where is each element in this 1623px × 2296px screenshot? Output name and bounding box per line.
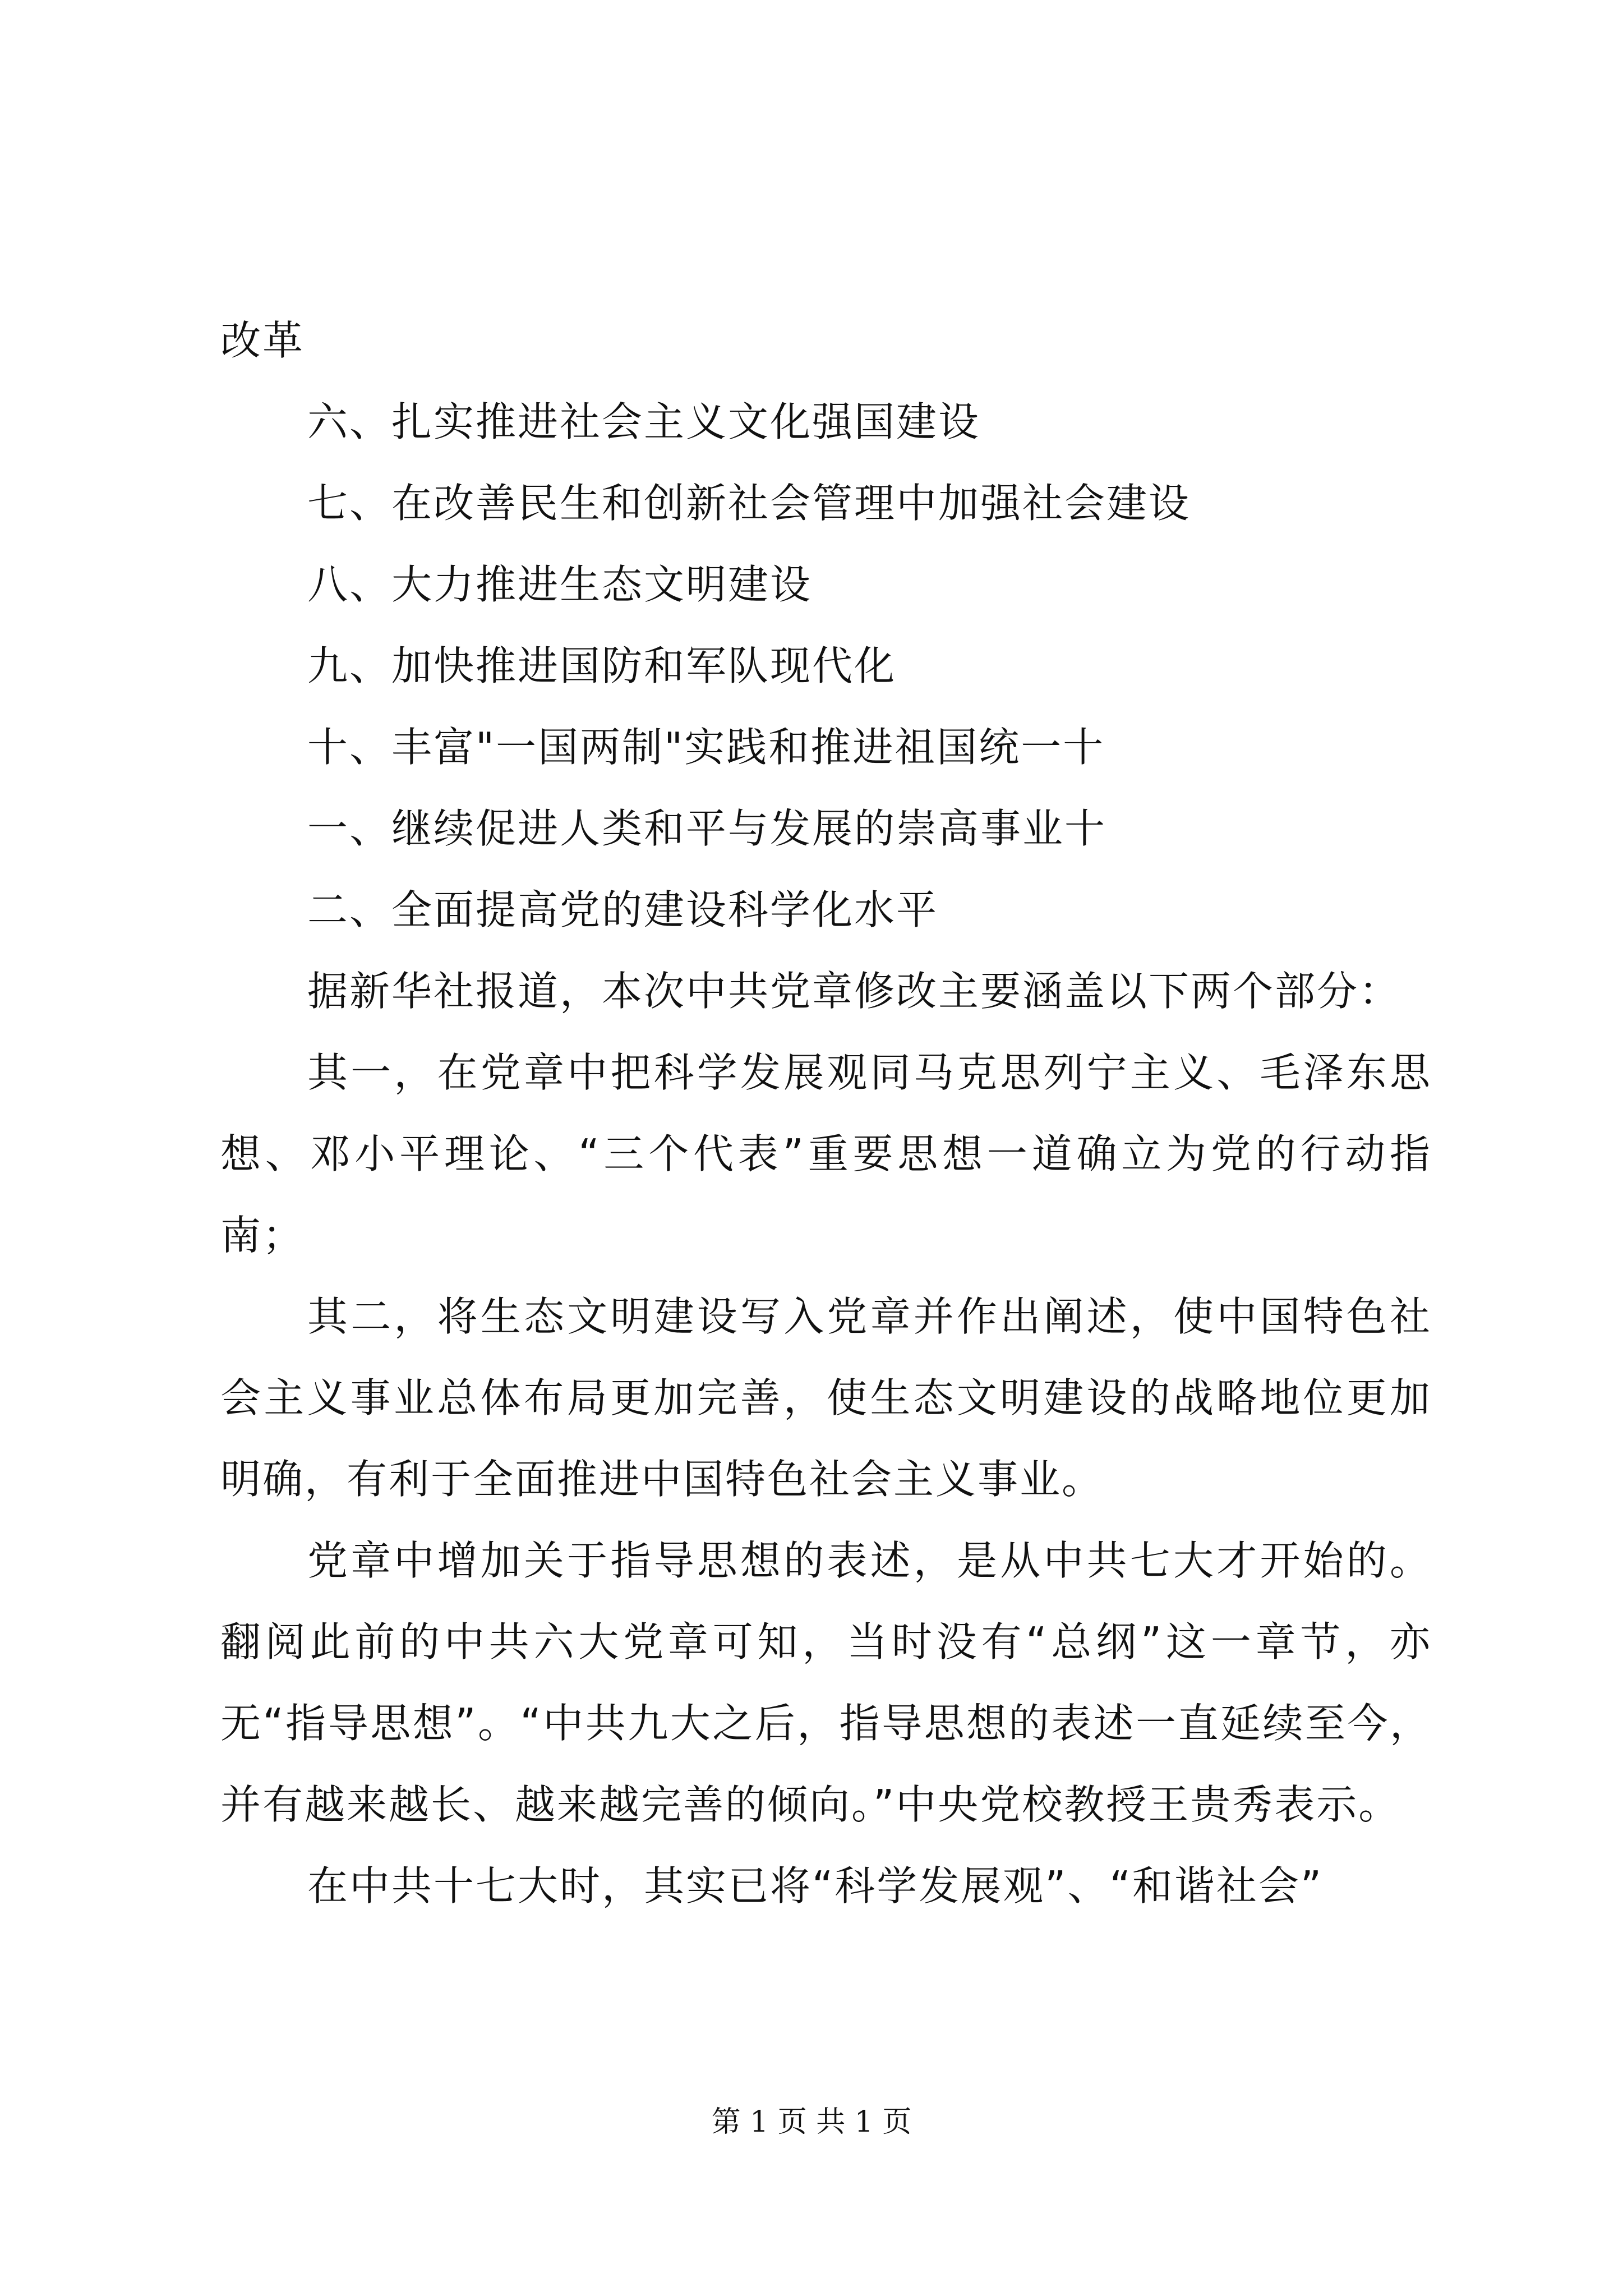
list-item: 二、全面提高党的建设科学化水平 bbox=[307, 886, 939, 933]
paragraph: 其二，将生态文明建设写入党章并作出阐述，使中国特色社会主义事业总体布局更加完善，使生态文明建设的战略地位更加明确，有利于全面推进中国特色社会主义事业。 bbox=[220, 1293, 1432, 1503]
list-item: 九、加快推进国防和军队现代化 bbox=[307, 642, 897, 689]
list-item: 一、继续促进人类和平与发展的崇高事业十 bbox=[307, 805, 1107, 852]
paragraph: 在中共十七大时，其实已将“科学发展观”、“和谐社会” bbox=[307, 1862, 1324, 1910]
paragraph: 其一，在党章中把科学发展观同马克思列宁主义、毛泽东思想、邓小平理论、“三个代表”重要思想一道确立为党的行动指南； bbox=[220, 1049, 1432, 1259]
text-line: 据新华社报道，本次中共党章修改主要涵盖以下两个部分： bbox=[307, 968, 1401, 1015]
page-footer: 第 1 页 共 1 页 bbox=[711, 2105, 912, 2139]
paragraph: 党章中增加关于指导思想的表述，是从中共七大才开始的。翻阅此前的中共六大党章可知，当时没有“总纲”这一章节，亦无“指导思想”。“中共九大之后，指导思想的表述一直延续至今，并有越来越长、越来越完善的倾向。”中央党校教授王贵秀表示。 bbox=[220, 1537, 1432, 1828]
list-item: 六、扎实推进社会主义文化强国建设 bbox=[307, 398, 981, 445]
list-item: 八、大力推进生态文明建设 bbox=[307, 561, 813, 608]
document-body bbox=[220, 300, 1432, 1927]
list-item: 七、在改善民生和创新社会管理中加强社会建设 bbox=[307, 480, 1191, 527]
text-line: 改革 bbox=[220, 317, 305, 364]
list-item: 十、丰富"一国两制"实践和推进祖国统一十 bbox=[307, 724, 1105, 771]
